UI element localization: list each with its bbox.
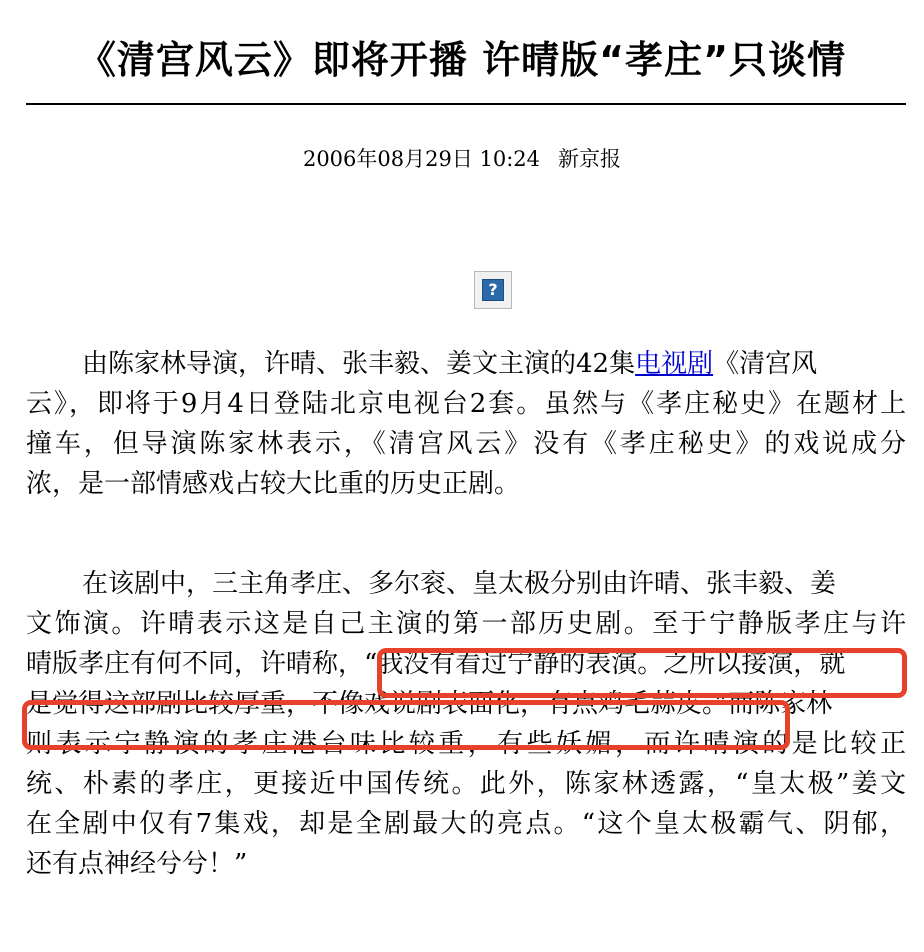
missing-image-icon[interactable] bbox=[474, 271, 512, 309]
paragraph-2-line-1: 在该剧中，三主角孝庄、多尔衮、皇太极分别由许晴、张丰毅、姜 bbox=[82, 569, 837, 599]
paragraph-2-line-8: 还有点神经兮兮！” bbox=[26, 849, 248, 879]
paragraph-2-line-5: 则表示宁静演的孝庄港台味比较重，有些妖媚，而许晴演的是比较正 bbox=[26, 729, 906, 759]
paragraph-1-line-4: 浓，是一部情感戏占较大比重的历史正剧。 bbox=[26, 469, 521, 499]
quote-highlight-box-top bbox=[377, 648, 907, 698]
paragraph-1 bbox=[26, 344, 906, 504]
quote-highlight-box-bottom bbox=[22, 700, 790, 750]
title-divider bbox=[26, 103, 906, 105]
paragraph-1-line-2: 云》，即将于9月4日登陆北京电视台2套。虽然与《孝庄秘史》在题材上 bbox=[26, 389, 906, 419]
paragraph-2-line-7: 在全剧中仅有7集戏，却是全剧最大的亮点。“这个皇太极霸气、阴郁， bbox=[26, 809, 906, 839]
paragraph-2-text: 晴版孝庄有何不同，许晴称， bbox=[26, 649, 365, 679]
paragraph-2-line-2: 文饰演。许晴表示这是自己主演的第一部历史剧。至于宁静版孝庄与许 bbox=[26, 609, 906, 639]
paragraph-1-text: 《清宫风 bbox=[713, 349, 818, 379]
article-meta bbox=[0, 144, 924, 174]
publish-date: 2006年08月29日 10:24 bbox=[302, 147, 541, 171]
quote-text: “我没有看过宁静的表演。之所以接演，就 bbox=[364, 649, 846, 679]
quote-text: 是觉得这部剧比较厚重，不像戏说剧表面化，有点鸡毛蒜皮。” bbox=[26, 689, 729, 719]
news-source: 新京报 bbox=[558, 147, 622, 171]
paragraph-1-line-1 bbox=[26, 344, 906, 384]
paragraph-2-line-6: 统、朴素的孝庄，更接近中国传统。此外，陈家林透露，“皇太极”姜文 bbox=[26, 769, 906, 799]
question-mark-icon: ? bbox=[482, 279, 504, 301]
paragraph-1-text: 由陈家林导演，许晴、张丰毅、姜文主演的42集 bbox=[82, 349, 636, 379]
article-title: 《清宫风云》即将开播 许晴版“孝庄”只谈情 bbox=[77, 38, 847, 82]
paragraph-2-text: 而陈家林 bbox=[728, 689, 833, 719]
tv-drama-link[interactable]: 电视剧 bbox=[635, 349, 714, 379]
paragraph-1-line-3: 撞车，但导演陈家林表示，《清宫风云》没有《孝庄秘史》的戏说成分 bbox=[26, 429, 906, 459]
